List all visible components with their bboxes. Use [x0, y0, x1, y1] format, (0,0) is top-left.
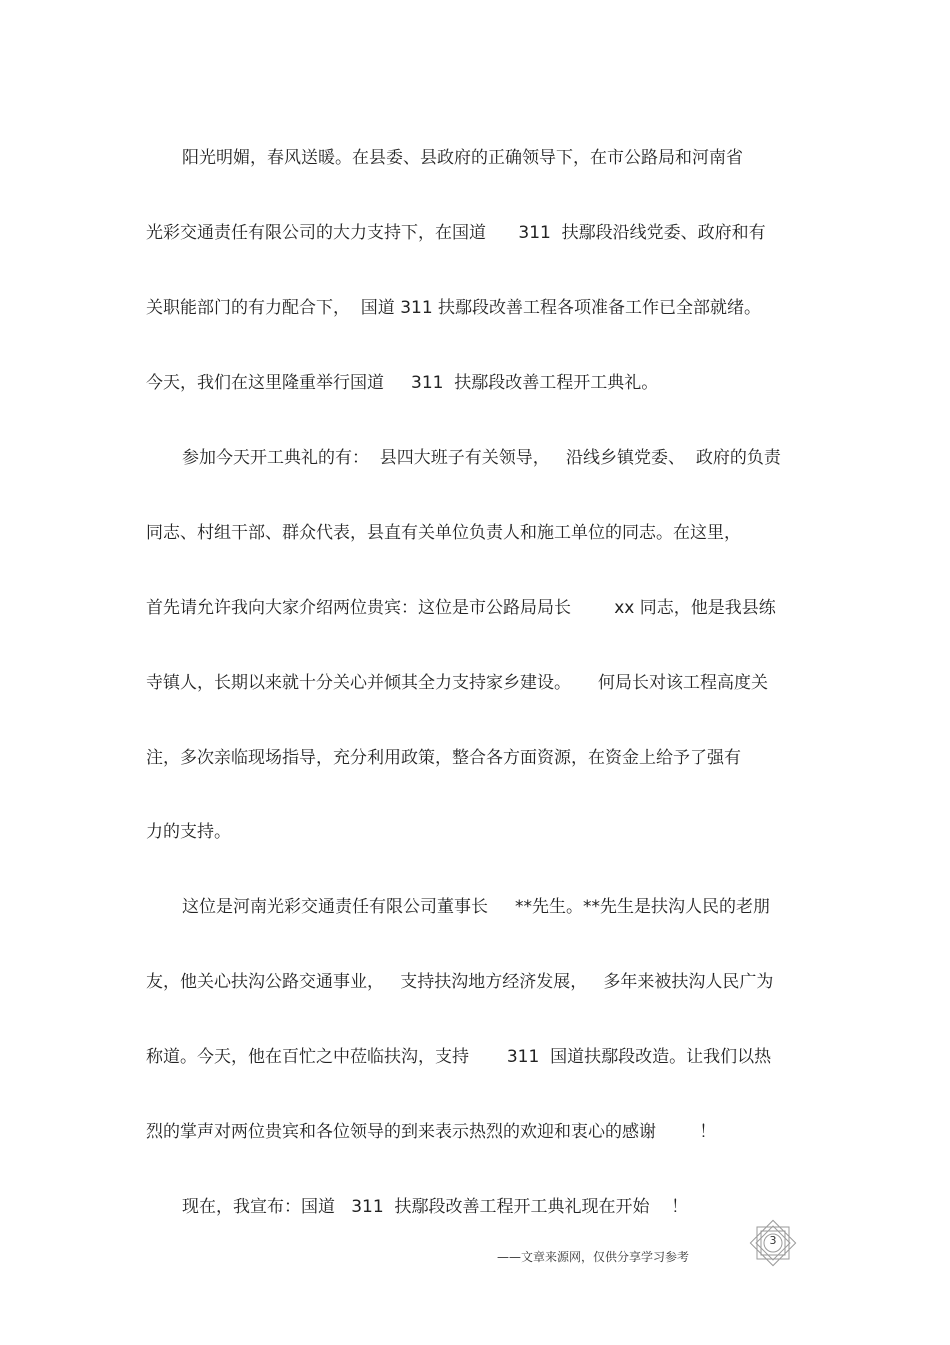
- paragraph-2-line-1: 参加今天开工典礼的有： 县四大班子有关领导， 沿线乡镇党委、 政府的负责: [182, 448, 781, 468]
- paragraph-2-line-3: 首先请允许我向大家介绍两位贵宾：这位是市公路局局长 xx 同志，他是我县练: [146, 598, 776, 618]
- page-number-badge: [748, 1218, 798, 1268]
- paragraph-2-line-6: 力的支持。: [146, 822, 231, 842]
- paragraph-2-line-2: 同志、村组干部、群众代表，县直有关单位负责人和施工单位的同志。在这里，: [146, 523, 741, 543]
- paragraph-4-line-1: 现在，我宣布：国道 311 扶鄢段改善工程开工典礼现在开始 ！: [182, 1197, 689, 1217]
- paragraph-2-line-4: 寺镇人，长期以来就十分关心并倾其全力支持家乡建设。 何局长对该工程高度关: [146, 673, 769, 693]
- paragraph-3-line-2: 友，他关心扶沟公路交通事业， 支持扶沟地方经济发展， 多年来被扶沟人民广为: [146, 972, 774, 992]
- footer-source-note: ——文章来源网，仅供分享学习参考: [497, 1250, 690, 1264]
- paragraph-1-line-1: 阳光明媚，春风送暖。在县委、县政府的正确领导下，在市公路局和河南省: [182, 148, 743, 168]
- paragraph-3-line-3: 称道。今天，他在百忙之中莅临扶沟，支持 311 国道扶鄢段改造。让我们以热: [146, 1047, 772, 1067]
- paragraph-3-line-1: 这位是河南光彩交通责任有限公司董事长 **先生。**先生是扶沟人民的老朋: [182, 897, 771, 917]
- paragraph-1-line-3: 关职能部门的有力配合下， 国道 311 扶鄢段改善工程各项准备工作已全部就绪。: [146, 298, 762, 318]
- paragraph-1-line-4: 今天，我们在这里隆重举行国道 311 扶鄢段改善工程开工典礼。: [146, 373, 659, 393]
- page-number: 3: [769, 1234, 777, 1247]
- paragraph-3-line-4: 烈的掌声对两位贵宾和各位领导的到来表示热烈的欢迎和衷心的感谢 ！: [146, 1122, 717, 1142]
- paragraph-1-line-2: 光彩交通责任有限公司的大力支持下，在国道 311 扶鄢段沿线党委、政府和有: [146, 223, 766, 243]
- paragraph-2-line-5: 注，多次亲临现场指导，充分利用政策，整合各方面资源，在资金上给予了强有: [146, 748, 741, 768]
